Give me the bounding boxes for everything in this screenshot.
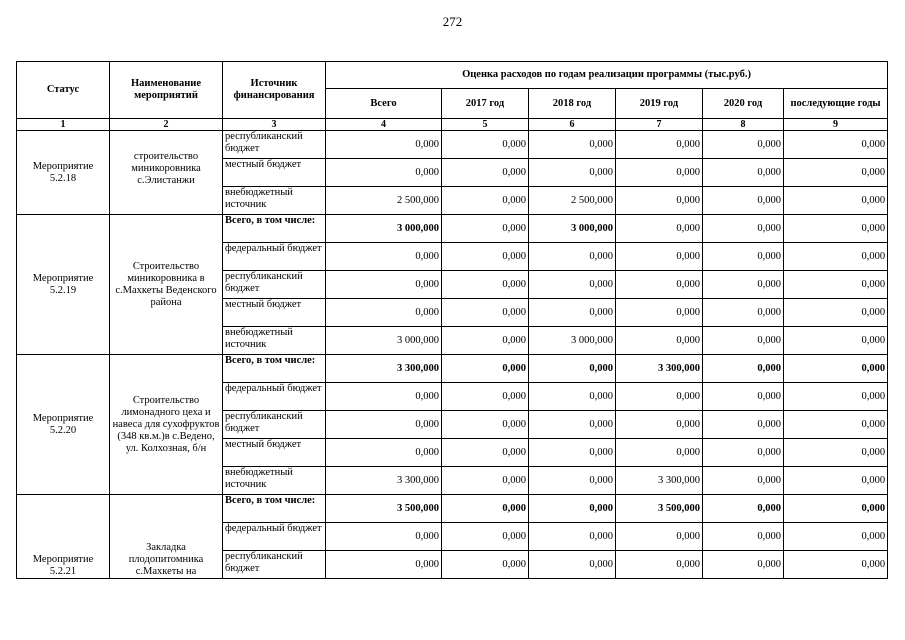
- value-cell: 0,000: [529, 495, 616, 523]
- source-cell: местный бюджет: [223, 439, 326, 467]
- source-cell: федеральный бюджет: [223, 383, 326, 411]
- value-cell: 0,000: [784, 271, 888, 299]
- value-cell: 0,000: [616, 271, 703, 299]
- table-row: [17, 131, 888, 159]
- colnum: 6: [529, 119, 616, 131]
- value-cell: 0,000: [616, 131, 703, 159]
- value-cell: 0,000: [442, 187, 529, 215]
- source-cell: республиканский бюджет: [223, 271, 326, 299]
- value-cell: 0,000: [529, 159, 616, 187]
- value-cell: 0,000: [784, 299, 888, 327]
- budget-table: [16, 61, 888, 579]
- value-cell: 0,000: [442, 467, 529, 495]
- page-number: 272: [442, 14, 463, 29]
- header-2018: 2018 год: [529, 89, 616, 119]
- value-cell: 0,000: [784, 495, 888, 523]
- value-cell: 0,000: [529, 523, 616, 551]
- value-cell: 0,000: [784, 355, 888, 383]
- value-cell: 0,000: [442, 271, 529, 299]
- value-cell: 0,000: [703, 131, 784, 159]
- colnum: 8: [703, 119, 784, 131]
- value-cell: 0,000: [442, 411, 529, 439]
- value-cell: 0,000: [529, 411, 616, 439]
- value-cell: 3 300,000: [616, 355, 703, 383]
- value-cell: 0,000: [326, 131, 442, 159]
- value-cell: 0,000: [529, 271, 616, 299]
- value-cell: 0,000: [326, 523, 442, 551]
- value-cell: 0,000: [326, 271, 442, 299]
- value-cell: 0,000: [703, 467, 784, 495]
- header-row: [17, 62, 888, 89]
- value-cell: 0,000: [784, 131, 888, 159]
- header-status: Статус: [17, 62, 110, 119]
- value-cell: 0,000: [784, 243, 888, 271]
- value-cell: 2 500,000: [529, 187, 616, 215]
- source-cell: федеральный бюджет: [223, 243, 326, 271]
- source-cell: республиканский бюджет: [223, 551, 326, 579]
- value-cell: 3 500,000: [326, 495, 442, 523]
- value-cell: 0,000: [326, 411, 442, 439]
- value-cell: 0,000: [703, 355, 784, 383]
- value-cell: 0,000: [703, 495, 784, 523]
- header-later: последующие годы: [784, 89, 888, 119]
- value-cell: 0,000: [616, 299, 703, 327]
- value-cell: 0,000: [442, 523, 529, 551]
- status-cell-5-2-20: Мероприятие 5.2.20: [17, 355, 110, 495]
- value-cell: 0,000: [442, 159, 529, 187]
- value-cell: 0,000: [442, 215, 529, 243]
- name-cell-5-2-20: Строительство лимонадного цеха и навеса для сухофруктов (348 кв.м.)в с.Ведено, ул. Колхозная, б/н: [110, 355, 223, 495]
- source-cell: внебюджетный источник: [223, 467, 326, 495]
- value-cell: 3 300,000: [326, 355, 442, 383]
- value-cell: 0,000: [442, 383, 529, 411]
- value-cell: 0,000: [326, 383, 442, 411]
- value-cell: 0,000: [529, 243, 616, 271]
- colnum: 2: [110, 119, 223, 131]
- colnum: 5: [442, 119, 529, 131]
- name-cell-5-2-21: Закладка плодопитомника с.Махкеты на: [110, 495, 223, 579]
- value-cell: 0,000: [703, 243, 784, 271]
- value-cell: 0,000: [326, 299, 442, 327]
- value-cell: 0,000: [616, 215, 703, 243]
- value-cell: 0,000: [616, 327, 703, 355]
- value-cell: 0,000: [703, 327, 784, 355]
- value-cell: 0,000: [442, 131, 529, 159]
- name-cell-5-2-19: Строительство миникоровника в с.Махкеты Веденского района: [110, 215, 223, 355]
- value-cell: 0,000: [616, 551, 703, 579]
- value-cell: 0,000: [703, 411, 784, 439]
- value-cell: 0,000: [703, 551, 784, 579]
- value-cell: 0,000: [326, 551, 442, 579]
- status-cell-5-2-18: Мероприятие 5.2.18: [17, 131, 110, 215]
- name-text: миникоровника с.Элистанжи: [131, 163, 201, 186]
- value-cell: 3 000,000: [529, 215, 616, 243]
- status-cell-5-2-19: Мероприятие 5.2.19: [17, 215, 110, 355]
- value-cell: 0,000: [703, 299, 784, 327]
- value-cell: 2 500,000: [326, 187, 442, 215]
- status-cell-5-2-21: Мероприятие 5.2.21: [17, 495, 110, 579]
- value-cell: 0,000: [442, 243, 529, 271]
- colnum: 9: [784, 119, 888, 131]
- value-cell: 0,000: [703, 159, 784, 187]
- value-cell: 0,000: [616, 187, 703, 215]
- value-cell: 0,000: [442, 551, 529, 579]
- value-cell: 3 300,000: [616, 467, 703, 495]
- value-cell: 0,000: [784, 467, 888, 495]
- value-cell: 0,000: [703, 439, 784, 467]
- value-cell: 0,000: [442, 327, 529, 355]
- header-2019: 2019 год: [616, 89, 703, 119]
- value-cell: 0,000: [326, 243, 442, 271]
- value-cell: 3 000,000: [326, 327, 442, 355]
- value-cell: 0,000: [784, 327, 888, 355]
- value-cell: 0,000: [703, 383, 784, 411]
- value-cell: 0,000: [784, 411, 888, 439]
- column-numbers-row: [17, 119, 888, 131]
- value-cell: 3 000,000: [529, 327, 616, 355]
- value-cell: 0,000: [442, 495, 529, 523]
- value-cell: 0,000: [529, 551, 616, 579]
- colnum: 4: [326, 119, 442, 131]
- value-cell: 0,000: [616, 159, 703, 187]
- value-cell: 0,000: [616, 439, 703, 467]
- header-name: Наименование мероприятий: [110, 62, 223, 119]
- value-cell: 0,000: [784, 215, 888, 243]
- value-cell: 0,000: [703, 215, 784, 243]
- colnum: 3: [223, 119, 326, 131]
- header-total: Всего: [326, 89, 442, 119]
- source-cell: местный бюджет: [223, 159, 326, 187]
- value-cell: 0,000: [442, 299, 529, 327]
- value-cell: 0,000: [529, 467, 616, 495]
- colnum: 7: [616, 119, 703, 131]
- value-cell: 0,000: [784, 159, 888, 187]
- value-cell: 0,000: [703, 523, 784, 551]
- value-cell: 0,000: [784, 187, 888, 215]
- table-row: [17, 215, 888, 243]
- source-cell: Всего, в том числе:: [223, 215, 326, 243]
- source-cell: внебюджетный источник: [223, 187, 326, 215]
- value-cell: 0,000: [442, 439, 529, 467]
- source-cell: Всего, в том числе:: [223, 495, 326, 523]
- name-cut-text: строительство: [133, 151, 199, 162]
- value-cell: 3 500,000: [616, 495, 703, 523]
- value-cell: 0,000: [529, 439, 616, 467]
- value-cell: 0,000: [616, 523, 703, 551]
- name-cell-5-2-18: [110, 131, 223, 215]
- value-cell: 0,000: [442, 355, 529, 383]
- source-cell: федеральный бюджет: [223, 523, 326, 551]
- value-cell: 0,000: [784, 439, 888, 467]
- value-cell: 0,000: [529, 383, 616, 411]
- value-cell: 0,000: [529, 299, 616, 327]
- value-cell: 0,000: [529, 355, 616, 383]
- value-cell: 0,000: [703, 187, 784, 215]
- table-row: [17, 495, 888, 523]
- source-cell: внебюджетный источник: [223, 327, 326, 355]
- value-cell: 0,000: [703, 271, 784, 299]
- header-2020: 2020 год: [703, 89, 784, 119]
- value-cell: 0,000: [616, 411, 703, 439]
- value-cell: 0,000: [784, 383, 888, 411]
- value-cell: 0,000: [784, 551, 888, 579]
- value-cell: 0,000: [616, 243, 703, 271]
- value-cell: 3 000,000: [326, 215, 442, 243]
- value-cell: 0,000: [529, 131, 616, 159]
- value-cell: 0,000: [616, 383, 703, 411]
- source-cell: местный бюджет: [223, 299, 326, 327]
- header-source: Источник финансирования: [223, 62, 326, 119]
- value-cell: 3 300,000: [326, 467, 442, 495]
- source-cell: Всего, в том числе:: [223, 355, 326, 383]
- header-2017: 2017 год: [442, 89, 529, 119]
- value-cell: 0,000: [326, 159, 442, 187]
- header-estimate: Оценка расходов по годам реализации программы (тыс.руб.): [326, 62, 888, 89]
- colnum: 1: [17, 119, 110, 131]
- value-cell: 0,000: [784, 523, 888, 551]
- source-cell: республиканский бюджет: [223, 131, 326, 159]
- table-row: [17, 355, 888, 383]
- source-cell: республиканский бюджет: [223, 411, 326, 439]
- value-cell: 0,000: [326, 439, 442, 467]
